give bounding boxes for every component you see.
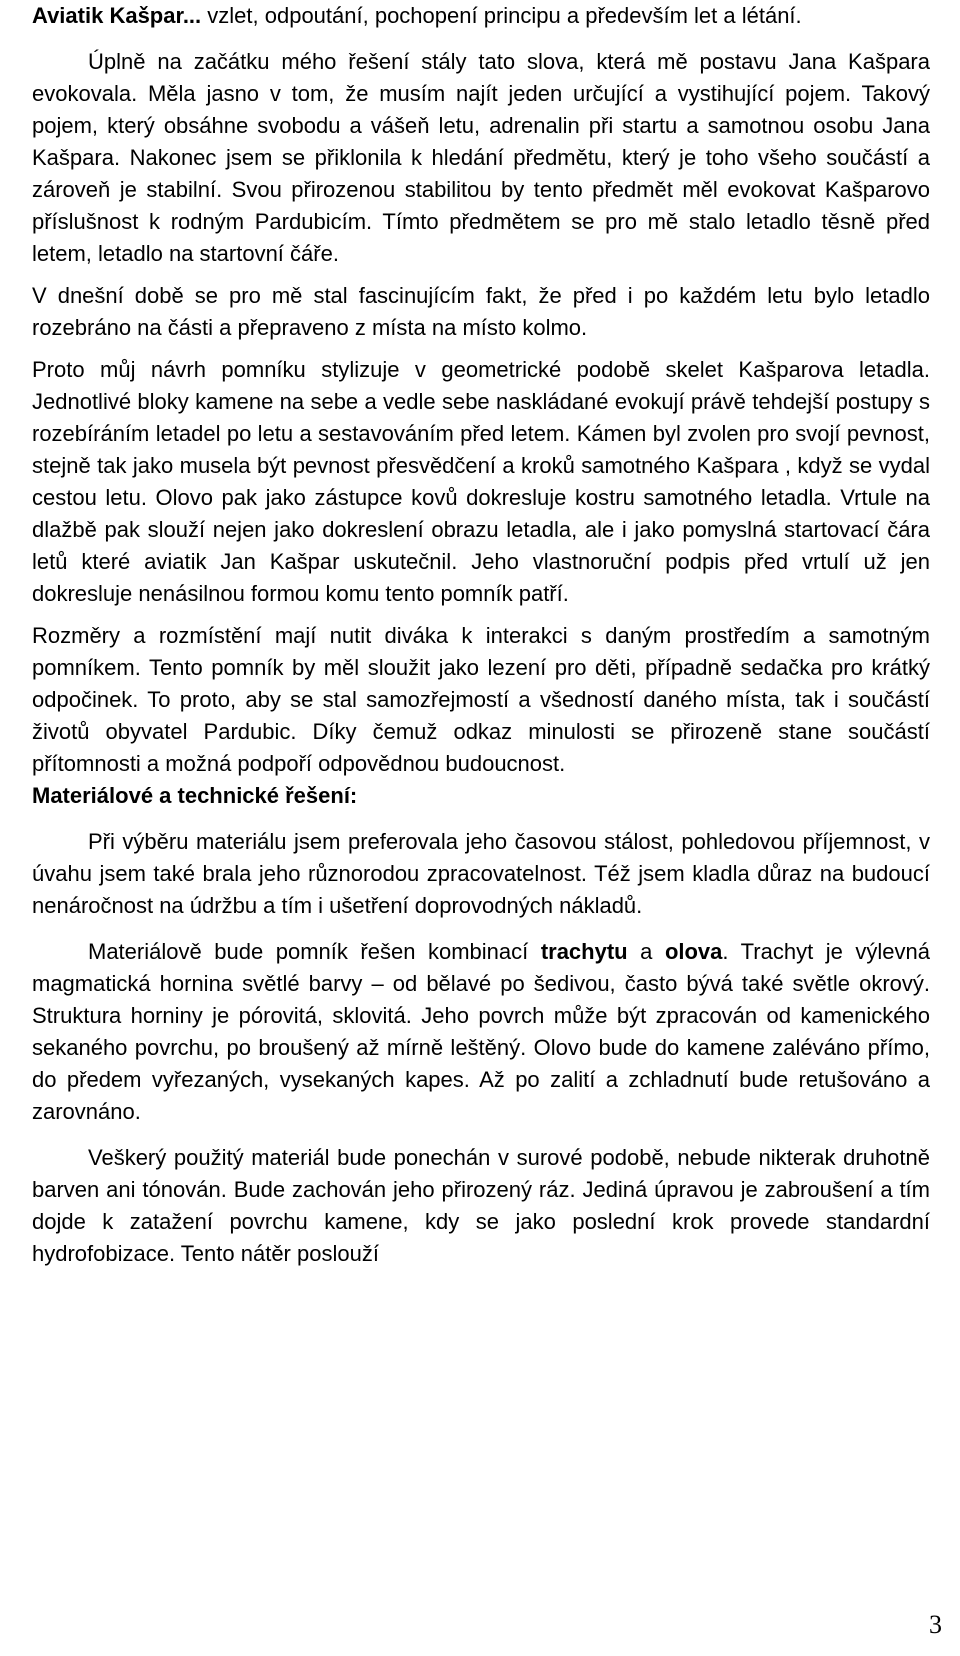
text-part: . Trachyt je výlevná magmatická hornina světlé barvy – od bělavé po šedivou, často bývá také světle okrový. Struktura horniny je pórovitá, sklovitá. Jeho povrch může být zpracován od kamenického sekaného povrchu, po broušený až mírně leštěný. Olovo bude do kamene zaléváno přímo, do předem vyřezaných, vysekaných kapes. Až po zalití a zchladnutí bude retušováno a zarovnáno. [32,939,930,1124]
paragraph-interaction: Rozměry a rozmístění mají nutit diváka k interakci s daným prostředím a samotným pomníkem. Tento pomník by měl sloužit jako lezení pro děti, případně sedačka pro krátký odpočinek. To proto, aby se stal samozřejmostí a všedností daného místa, tak i součástí životů obyvatel Pardubic. Díky čemuž odkaz minulosti se přirozeně stane součástí přítomnosti a možná podpoří odpovědnou budoucnost. [32,623,930,776]
intro-text: vzlet, odpoutání, pochopení principu a především let a létání. [201,3,802,28]
text-part: Materiálově bude pomník řešen kombinací [88,939,541,964]
section-heading: Materiálové a technické řešení: [32,783,358,808]
paragraph-material-choice: Při výběru materiálu jsem preferovala jeho časovou stálost, pohledovou příjemnost, v úvahu jsem také brala jeho různorodou zpracovatelnost. Též jsem kladla důraz na budoucí nenáročnost na údržbu a tím i ušetření doprovodných nákladů. [32,829,930,918]
intro-paragraph [32,0,930,32]
paragraph-transport: V dnešní době se pro mě stal fascinujícím fakt, že před i po každém letu bylo letadlo rozebráno na části a přepraveno z místa na místo kolmo. [32,283,930,340]
paragraph-design: Proto můj návrh pomníku stylizuje v geometrické podobě skelet Kašparova letadla. Jednotlivé bloky kamene na sebe a vedle sebe naskládané evokují právě tehdejší postupy s rozebíráním letadel po letu a sestavováním před letem. Kámen byl zvolen pro svojí pevnost, stejně tak jako musela být pevnost přesvědčení a kroků samotného Kašpara , když se vydal cestou letu. Olovo pak jako zástupce kovů dokresluje kostru samotného letadla. Vrtule na dlažbě pak slouží nejen jako dokreslení obrazu letadla, ale i jako pomyslná startovací čára letů které aviatik Jan Kašpar uskutečnil. Jeho vlastnoruční podpis před vrtulí už jen dokresluje nenásilnou formou komu tento pomník patří. [32,357,930,606]
text-part: a [627,939,665,964]
intro-title: Aviatik Kašpar... [32,3,202,28]
bold-trachyt: trachytu [540,939,628,964]
paragraph-material-finish: Veškerý použitý materiál bude ponechán v surové podobě, nebude nikterak druhotně barven ani tónován. Bude zachován jeho přirozený ráz. Jediná úpravou je zabroušení a tím dojde k zatažení povrchu kamene, kdy se jako poslední krok provede standardní hydrofobizace. Tento nátěr poslouží [32,1145,930,1266]
paragraph-concept: Úplně na začátku mého řešení stály tato slova, která mě postavu Jana Kašpara evokovala. Měla jasno v tom, že musím najít jeden určující a vystihující pojem. Takový pojem, který obsáhne svobodu a vášeň letu, adrenalin při startu a samotnou osobu Jana Kašpara. Nakonec jsem se přiklonila k hledání předmětu, který je toho všeho součástí a zároveň je stabilní. Svou přirozenou stabilitou by tento předmět měl evokovat Kašparovo příslušnost k rodným Pardubicím. Tímto předmětem se pro mě stalo letadlo těsně před letem, letadlo na startovní čáře. [32,49,930,266]
page-number: 3 [929,1610,942,1639]
paragraph-material-composition [32,936,930,1128]
document-page [32,0,930,1270]
bold-olovo: olova [664,939,723,964]
